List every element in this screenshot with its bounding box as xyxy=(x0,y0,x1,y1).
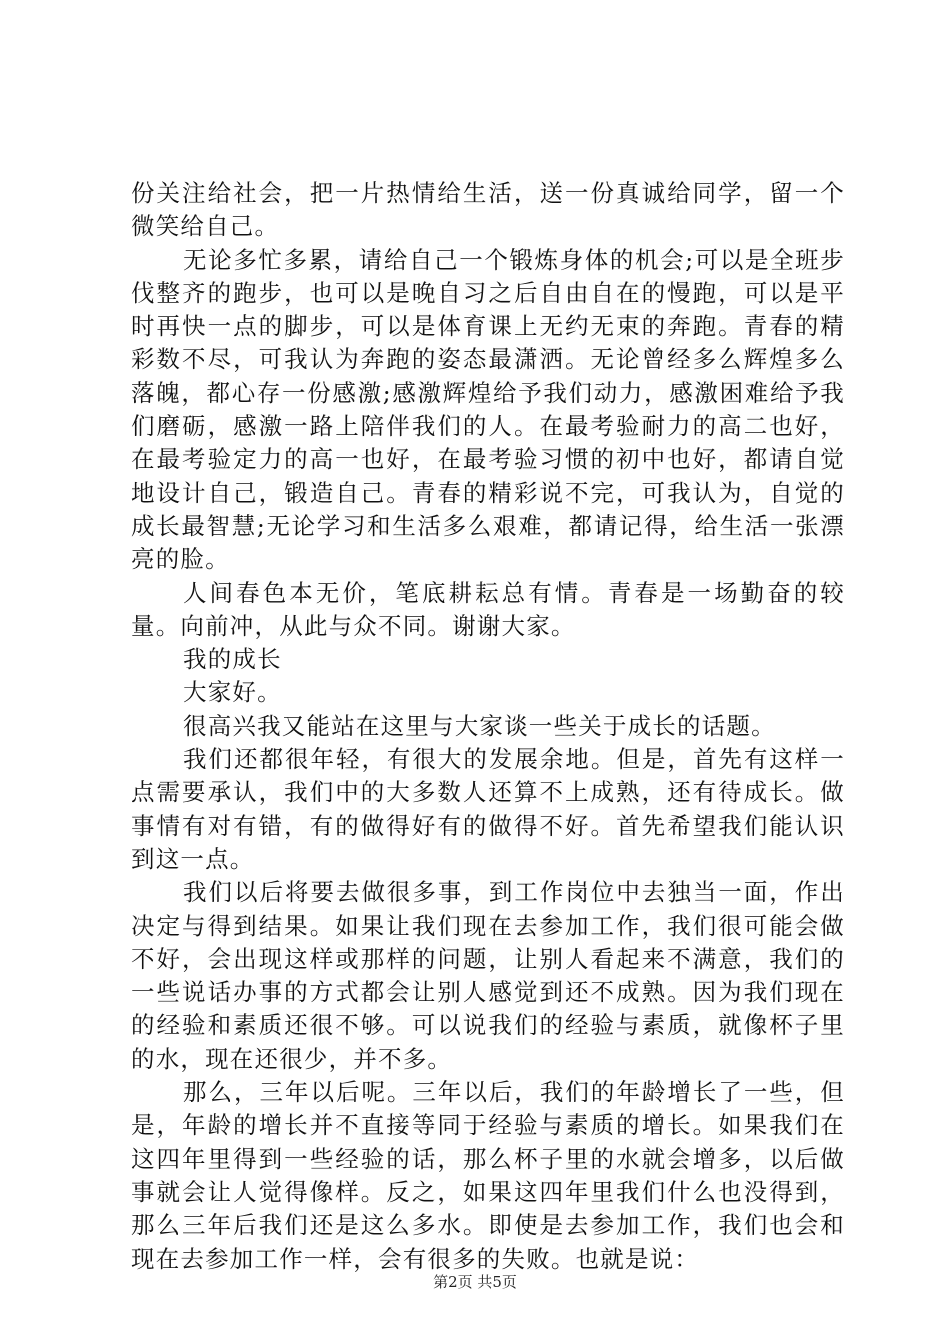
section-title: 我的成长 xyxy=(183,645,282,674)
paragraph: 那么，三年以后呢。三年以后，我们的年龄增长了一些，但是，年龄的增长并不直接等同于经验与素质的增长。如果我们在这四年里得到一些经验的话，那么杯子里的水就会增多，以后做事就会让人觉得像样。反之，如果这四年里我们什么也没得到，那么三年后我们还是这么多水。即使是去参加工作，我们也会和现在去参加工作一样，会有很多的失败。也就是说： xyxy=(131,1078,845,1273)
paragraph: 人间春色本无价，笔底耕耘总有情。青春是一场勤奋的较量。向前冲，从此与众不同。谢谢大家。 xyxy=(131,578,845,640)
document-body xyxy=(131,177,845,1276)
paragraph: 我们以后将要去做很多事，到工作岗位中去独当一面，作出决定与得到结果。如果让我们现在去参加工作，我们很可能会做不好，会出现这样或那样的问题，让别人看起来不满意，我们的一些说话办事的方式都会让别人感觉到还不成熟。因为我们现在的经验和素质还很不够。可以说我们的经验与素质，就像杯子里的水，现在还很少，并不多。 xyxy=(131,878,845,1073)
paragraph: 很高兴我又能站在这里与大家谈一些关于成长的话题。 xyxy=(183,711,776,740)
page-number-footer: 第2页 共5页 xyxy=(433,1273,517,1291)
paragraph: 份关注给社会，把一片热情给生活，送一份真诚给同学，留一个微笑给自己。 xyxy=(131,179,845,241)
greeting: 大家好。 xyxy=(183,678,282,707)
paragraph: 无论多忙多累，请给自己一个锻炼身体的机会;可以是全班步伐整齐的跑步，也可以是晚自习之后自由自在的慢跑，可以是平时再快一点的脚步，可以是体育课上无约无束的奔跑。青春的精彩数不尽，可我认为奔跑的姿态最潇洒。无论曾经多么辉煌多么落魄，都心存一份感激;感激辉煌给予我们动力，感激困难给予我们磨砺，感激一路上陪伴我们的人。在最考验耐力的高二也好，在最考验定力的高一也好，在最考验习惯的初中也好，都请自觉地设计自己，锻造自己。青春的精彩说不完，可我认为，自觉的成长最智慧;无论学习和生活多么艰难，都请记得，给生活一张漂亮的脸。 xyxy=(131,245,845,574)
paragraph: 我们还都很年轻，有很大的发展余地。但是，首先有这样一点需要承认，我们中的大多数人还算不上成熟，还有待成长。做事情有对有错，有的做得好有的做得不好。首先希望我们能认识到这一点。 xyxy=(131,745,845,873)
